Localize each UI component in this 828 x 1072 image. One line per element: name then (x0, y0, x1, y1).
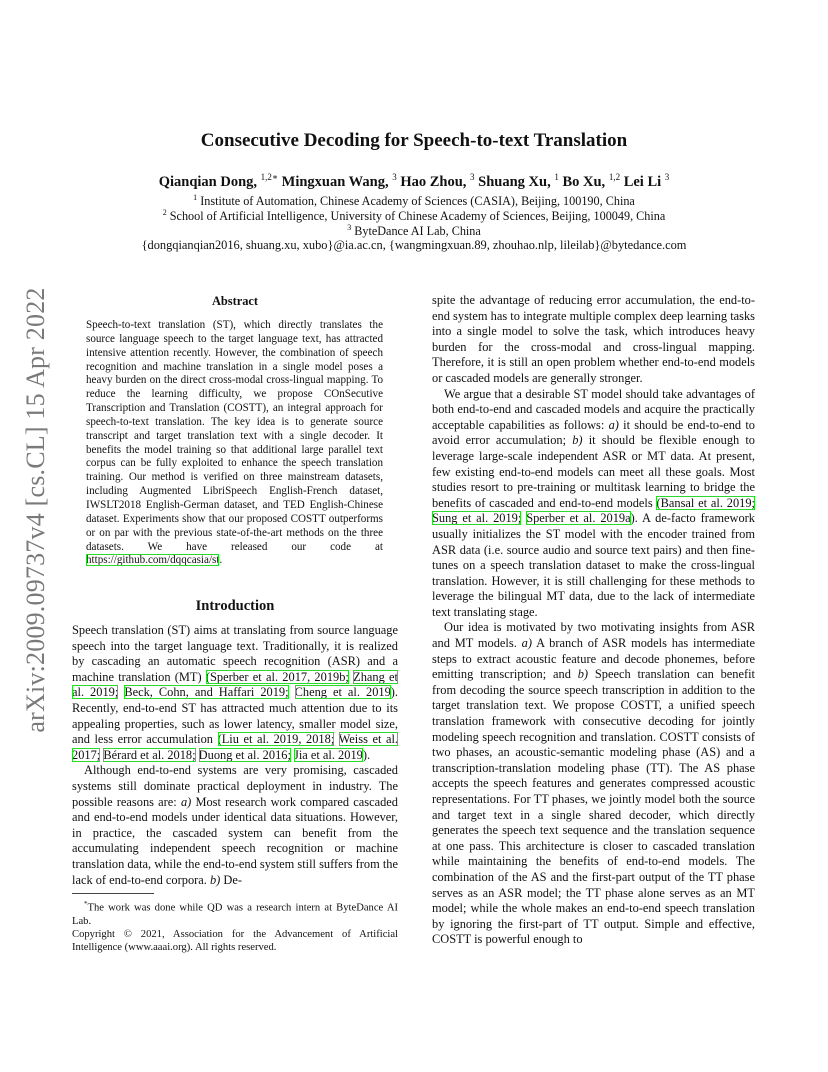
intro-paragraph-2 (72, 763, 398, 888)
affil-text: Institute of Automation, Chinese Academy of Sciences (CASIA), Beijing, 100190, China (200, 194, 635, 209)
author-sup: 3 (664, 172, 670, 182)
author-sup: 1 (554, 172, 559, 182)
text: a) (608, 417, 619, 432)
author: Hao Zhou, (400, 173, 467, 190)
author-sup: 3 (470, 172, 475, 182)
author: Shuang Xu, (478, 173, 551, 190)
citation-link[interactable]: Sung et al. 2019; (432, 511, 522, 526)
text: b) (577, 667, 589, 682)
text: A branch of ASR models has intermediate steps to extract acoustic feature and decode phonemes, before emitting transcription; and (432, 636, 755, 682)
left-column (72, 623, 398, 888)
abstract-end: . (219, 554, 223, 567)
author-sup: 3 (392, 172, 397, 182)
text: ). (362, 747, 371, 762)
emails: {dongqianqian2016, shuang.xu, xubo}@ia.ac.cn, {wangmingxuan.89, zhouhao.nlp, lileilab}@bytedance.com (141, 238, 687, 252)
text: it should be end-to-end to avoid error accumulation; (432, 417, 755, 448)
text: The work was done while QD was a research intern at ByteDance AI Lab. (72, 902, 398, 927)
text: Although end-to-end systems are very promising, cascaded systems still dominate practical deployment in industry. The possible reasons are: (72, 763, 398, 809)
citation-link[interactable]: (Sperber et al. 2017, 2019b; (205, 669, 349, 684)
introduction-heading: Introduction (195, 598, 275, 614)
right-paragraph-2 (432, 387, 755, 621)
citation-link[interactable]: Zhang et al. 2019; (72, 669, 398, 700)
text: it should be flexible enough to leverage large-scale independent ASR or MT data. At present, few existing end-to-end models can meet all these goals. Most studies resort to pre-training or multitask learning to bridge the benefits of cascaded and end-to-end models (432, 433, 756, 510)
abstract-heading: Abstract (211, 294, 259, 308)
author: Qianqian Dong, (158, 173, 258, 190)
citation-link[interactable]: Beck, Cohn, and Haffari 2019; (124, 685, 289, 700)
affiliation-2 (0, 208, 828, 224)
citation-link[interactable]: Weiss et al. 2017; (72, 732, 399, 762)
text: a) (521, 636, 532, 651)
citation-link[interactable]: (Bansal et al. 2019; (656, 495, 755, 510)
citation-link[interactable]: Sperber et al. 2019a (526, 511, 631, 526)
text: a) (180, 794, 192, 809)
citation-link[interactable]: Duong et al. 2016; (198, 747, 291, 762)
text: Speech translation can benefit from decoding the source speech transcription in addition to the target translation text. We propose COSTT, a unified speech translation framework with consecutive decoding for jointly modeling speech recognition and translation. COSTT consists of two phases, an acoustic-semantic modeling phase (AS) and a transcription-translation modeling phase (TT). The AS phase accepts the speech features and generates compressed acoustic representations. For TT phases, we jointly model both the source and target text in a single shared decoder, which directly generates the speech text sequence and the translation sequence at one pass. This architecture is closer to cascaded translation while maintaining the benefits of end-to-end models. The combination of the AS and the first-part output of the TT phase serves as an ASR model; the TT phase alone serves as an MT model; while the whole makes an end-to-end speech translation by ignoring the first-part of TT output. Simple and effective, COSTT is powerful enough to (432, 667, 755, 947)
right-column (432, 293, 755, 948)
text: ). Recently, end-to-end ST has attracted much attention due to its appealing properties, such as lower latency, smaller model size, and less error accumulation (72, 685, 399, 747)
text: We argue that a desirable ST model should take advantages of both end-to-end and cascaded models and acquire the practically acceptable capabilities as follows: (432, 386, 755, 432)
author: Lei Li (623, 173, 662, 190)
text: Most research work compared cascaded and end-to-end models under identical data situations. However, in practice, the cascaded system can benefit from the accumulating independent speech recognition or machine translation data, while the end-to-end system still suffers from the lack of end-to-end corpora. (72, 794, 398, 887)
author: Mingxuan Wang, (281, 173, 389, 190)
right-paragraph-3 (432, 620, 755, 947)
abstract-body (86, 319, 383, 568)
text: Speech translation (ST) aims at translating from source language speech into the target language text. Traditionally, it is realized by cascading an automatic speech recognition (ASR) and a machine translation (MT) (72, 623, 398, 684)
affil-sup: 3 (347, 223, 352, 232)
citation-link[interactable]: (Liu et al. 2019, 2018; (217, 732, 335, 747)
affiliation-3 (0, 223, 828, 239)
author: Bo Xu, (562, 173, 606, 190)
author-sup: 1,2 (608, 172, 621, 182)
code-link[interactable]: https://github.com/dqqcasia/st (86, 554, 220, 567)
citation-link[interactable]: Bérard et al. 2018; (103, 747, 196, 762)
text: b) (572, 433, 583, 448)
affil-sup: 1 (193, 193, 198, 202)
text: Our idea is motivated by two motivating insights from ASR and MT models. (432, 620, 755, 651)
arxiv-stamp (18, 287, 54, 733)
text: De- (223, 872, 242, 887)
affil-sup: 2 (162, 208, 167, 217)
paper-title: Consecutive Decoding for Speech-to-text Translation (200, 130, 628, 151)
author-sup: 1,2∗ (260, 172, 279, 182)
right-paragraph-1: spite the advantage of reducing error accumulation, the end-to-end system has to integrate multiple complex deep learning tasks into a single model to solve the task, which introduces heavy burden for the cross-modal and cross-lingual mapping. Therefore, it is still an open problem whether end-to-end models or cascaded models are generally stronger. (432, 293, 755, 385)
arxiv-stamp-text: arXiv:2009.09737v4 [cs.CL] 15 Apr 2022 (21, 287, 50, 733)
affil-text: School of Artificial Intelligence, University of Chinese Academy of Sciences, Beijing, 100049, China (169, 209, 666, 224)
abstract-text: Speech-to-text translation (ST), which directly translates the source language speech to the target language text, has attracted intensive attention recently. However, the combination of speech recognition and machine translation in a single model poses a heavy burden on the direct cross-modal cross-lingual mapping. To reduce the learning difficulty, we propose COnSecutive Transcription and Translation (COSTT), an integral approach for speech-to-text translation. The key idea is to generate source transcript and target translation text with a single decoder. It benefits the model training so that additional large parallel text corpus can be fully exploited to enhance the speech translation training. Our method is verified on three mainstream datasets, including Augmented LibriSpeech English-French dataset, IWSLT2018 English-German dataset, and TED English-Chinese dataset. Experiments show that our proposed COSTT outperforms or on par with the previous state-of-the-art methods on the three datasets. We have released our code at (86, 319, 383, 553)
citation-link[interactable]: Jia et al. 2019 (294, 747, 363, 762)
text: ). A de-facto framework usually initializes the ST model with the encoder trained from ASR data (i.e. source audio and source text pairs) and then fine-tunes on a speech translation dataset to make the cross-lingual translation. However, it is still challenging for these methods to leverage the bilingual MT data, due to the lack of intermediate text translating stage. (432, 511, 755, 619)
affiliation-1 (0, 193, 828, 209)
citation-link[interactable]: Cheng et al. 2019 (294, 685, 391, 700)
footnote (72, 898, 398, 954)
intro-paragraph-1 (72, 623, 398, 763)
footnote-sup: * (84, 900, 88, 908)
affil-text: ByteDance AI Lab, China (354, 224, 481, 239)
copyright-text: Copyright © 2021, Association for the Advancement of Artificial Intelligence (www.aaai.org). All rights reserved. (72, 928, 398, 954)
author-list (0, 172, 828, 191)
text: b) (209, 872, 221, 887)
footnote-rule (72, 893, 154, 894)
footnote-text (72, 898, 398, 928)
